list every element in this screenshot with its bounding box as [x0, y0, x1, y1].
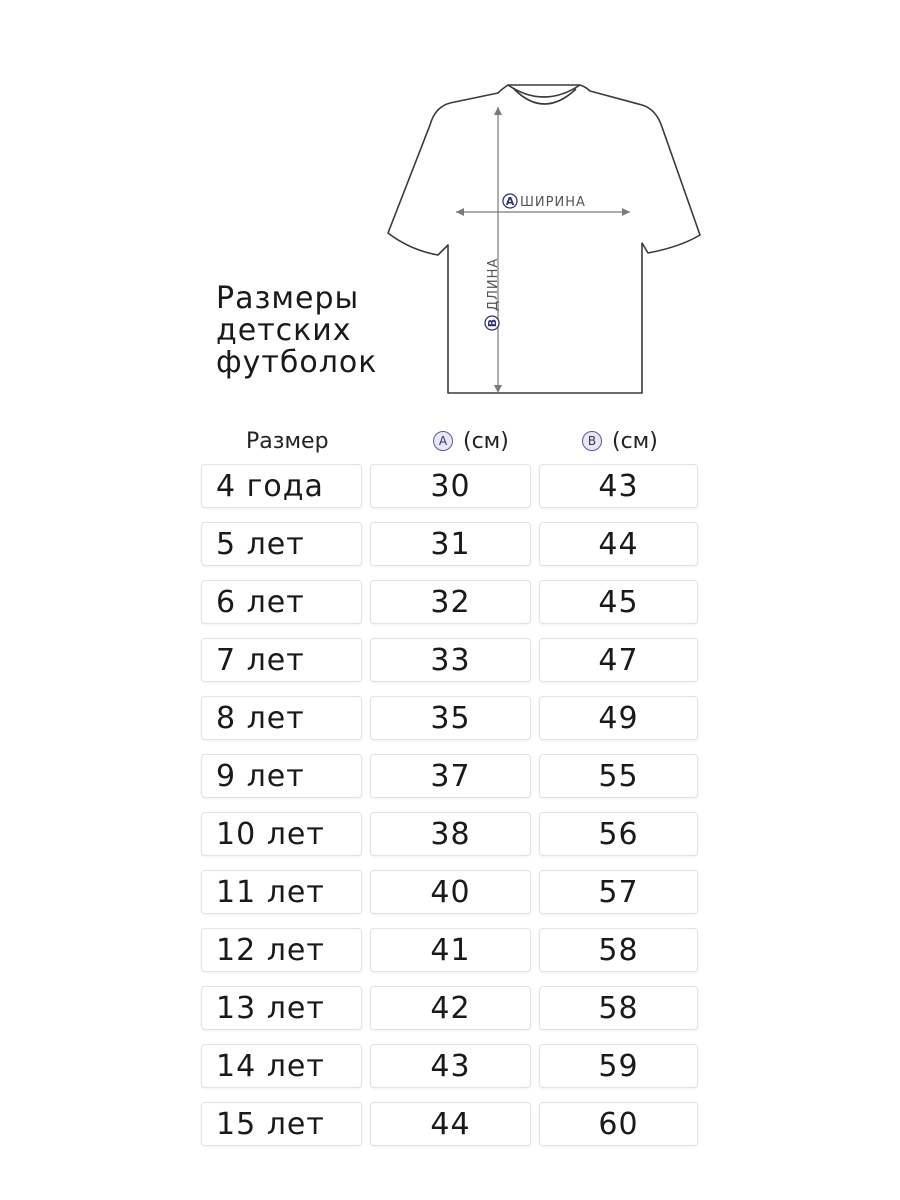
width-cell: 42 — [370, 986, 531, 1030]
length-cell: 55 — [539, 754, 698, 798]
header-length-unit: (см) — [612, 428, 658, 454]
size-cell: 14 лет — [201, 1044, 362, 1088]
size-cell: 8 лет — [201, 696, 362, 740]
table-row — [0, 522, 900, 566]
table-row — [0, 464, 900, 508]
width-cell: 40 — [370, 870, 531, 914]
size-cell: 6 лет — [201, 580, 362, 624]
size-cell: 13 лет — [201, 986, 362, 1030]
length-badge-icon: B — [582, 431, 602, 451]
table-row — [0, 580, 900, 624]
length-cell: 47 — [539, 638, 698, 682]
length-cell: 58 — [539, 928, 698, 972]
width-cell: 38 — [370, 812, 531, 856]
length-cell: 58 — [539, 986, 698, 1030]
length-cell: 49 — [539, 696, 698, 740]
table-row — [0, 812, 900, 856]
width-cell: 44 — [370, 1102, 531, 1146]
length-badge-letter: B — [486, 318, 499, 328]
width-cell: 41 — [370, 928, 531, 972]
length-cell: 56 — [539, 812, 698, 856]
length-cell: 45 — [539, 580, 698, 624]
title-line-3: футболок — [216, 345, 378, 380]
page-title — [216, 283, 416, 379]
length-label: ДЛИНА — [486, 257, 501, 311]
header-width — [433, 423, 509, 459]
width-cell: 32 — [370, 580, 531, 624]
header-size-label: Размер — [246, 428, 329, 454]
tshirt-diagram — [380, 75, 710, 405]
table-row — [0, 870, 900, 914]
size-cell: 4 года — [201, 464, 362, 508]
length-cell: 44 — [539, 522, 698, 566]
size-cell: 10 лет — [201, 812, 362, 856]
width-cell: 37 — [370, 754, 531, 798]
tshirt-outline — [388, 85, 700, 393]
header-length — [582, 423, 658, 459]
size-cell: 7 лет — [201, 638, 362, 682]
table-row — [0, 754, 900, 798]
header-size — [246, 423, 329, 459]
title-line-2: детских — [216, 313, 352, 348]
table-row — [0, 696, 900, 740]
table-row — [0, 928, 900, 972]
width-badge-letter: A — [505, 195, 515, 208]
width-cell: 30 — [370, 464, 531, 508]
length-cell: 60 — [539, 1102, 698, 1146]
table-row — [0, 986, 900, 1030]
size-cell: 15 лет — [201, 1102, 362, 1146]
header-width-unit: (см) — [463, 428, 509, 454]
table-row — [0, 1102, 900, 1146]
size-cell: 5 лет — [201, 522, 362, 566]
size-cell: 11 лет — [201, 870, 362, 914]
table-row — [0, 1044, 900, 1088]
size-cell: 9 лет — [201, 754, 362, 798]
width-cell: 31 — [370, 522, 531, 566]
width-cell: 43 — [370, 1044, 531, 1088]
size-cell: 12 лет — [201, 928, 362, 972]
width-cell: 33 — [370, 638, 531, 682]
table-row — [0, 638, 900, 682]
width-label: ШИРИНА — [520, 195, 586, 210]
width-cell: 35 — [370, 696, 531, 740]
table-header — [0, 423, 900, 459]
width-badge-icon: A — [433, 431, 453, 451]
title-line-1: Размеры — [216, 281, 360, 316]
length-cell: 59 — [539, 1044, 698, 1088]
length-cell: 43 — [539, 464, 698, 508]
length-cell: 57 — [539, 870, 698, 914]
